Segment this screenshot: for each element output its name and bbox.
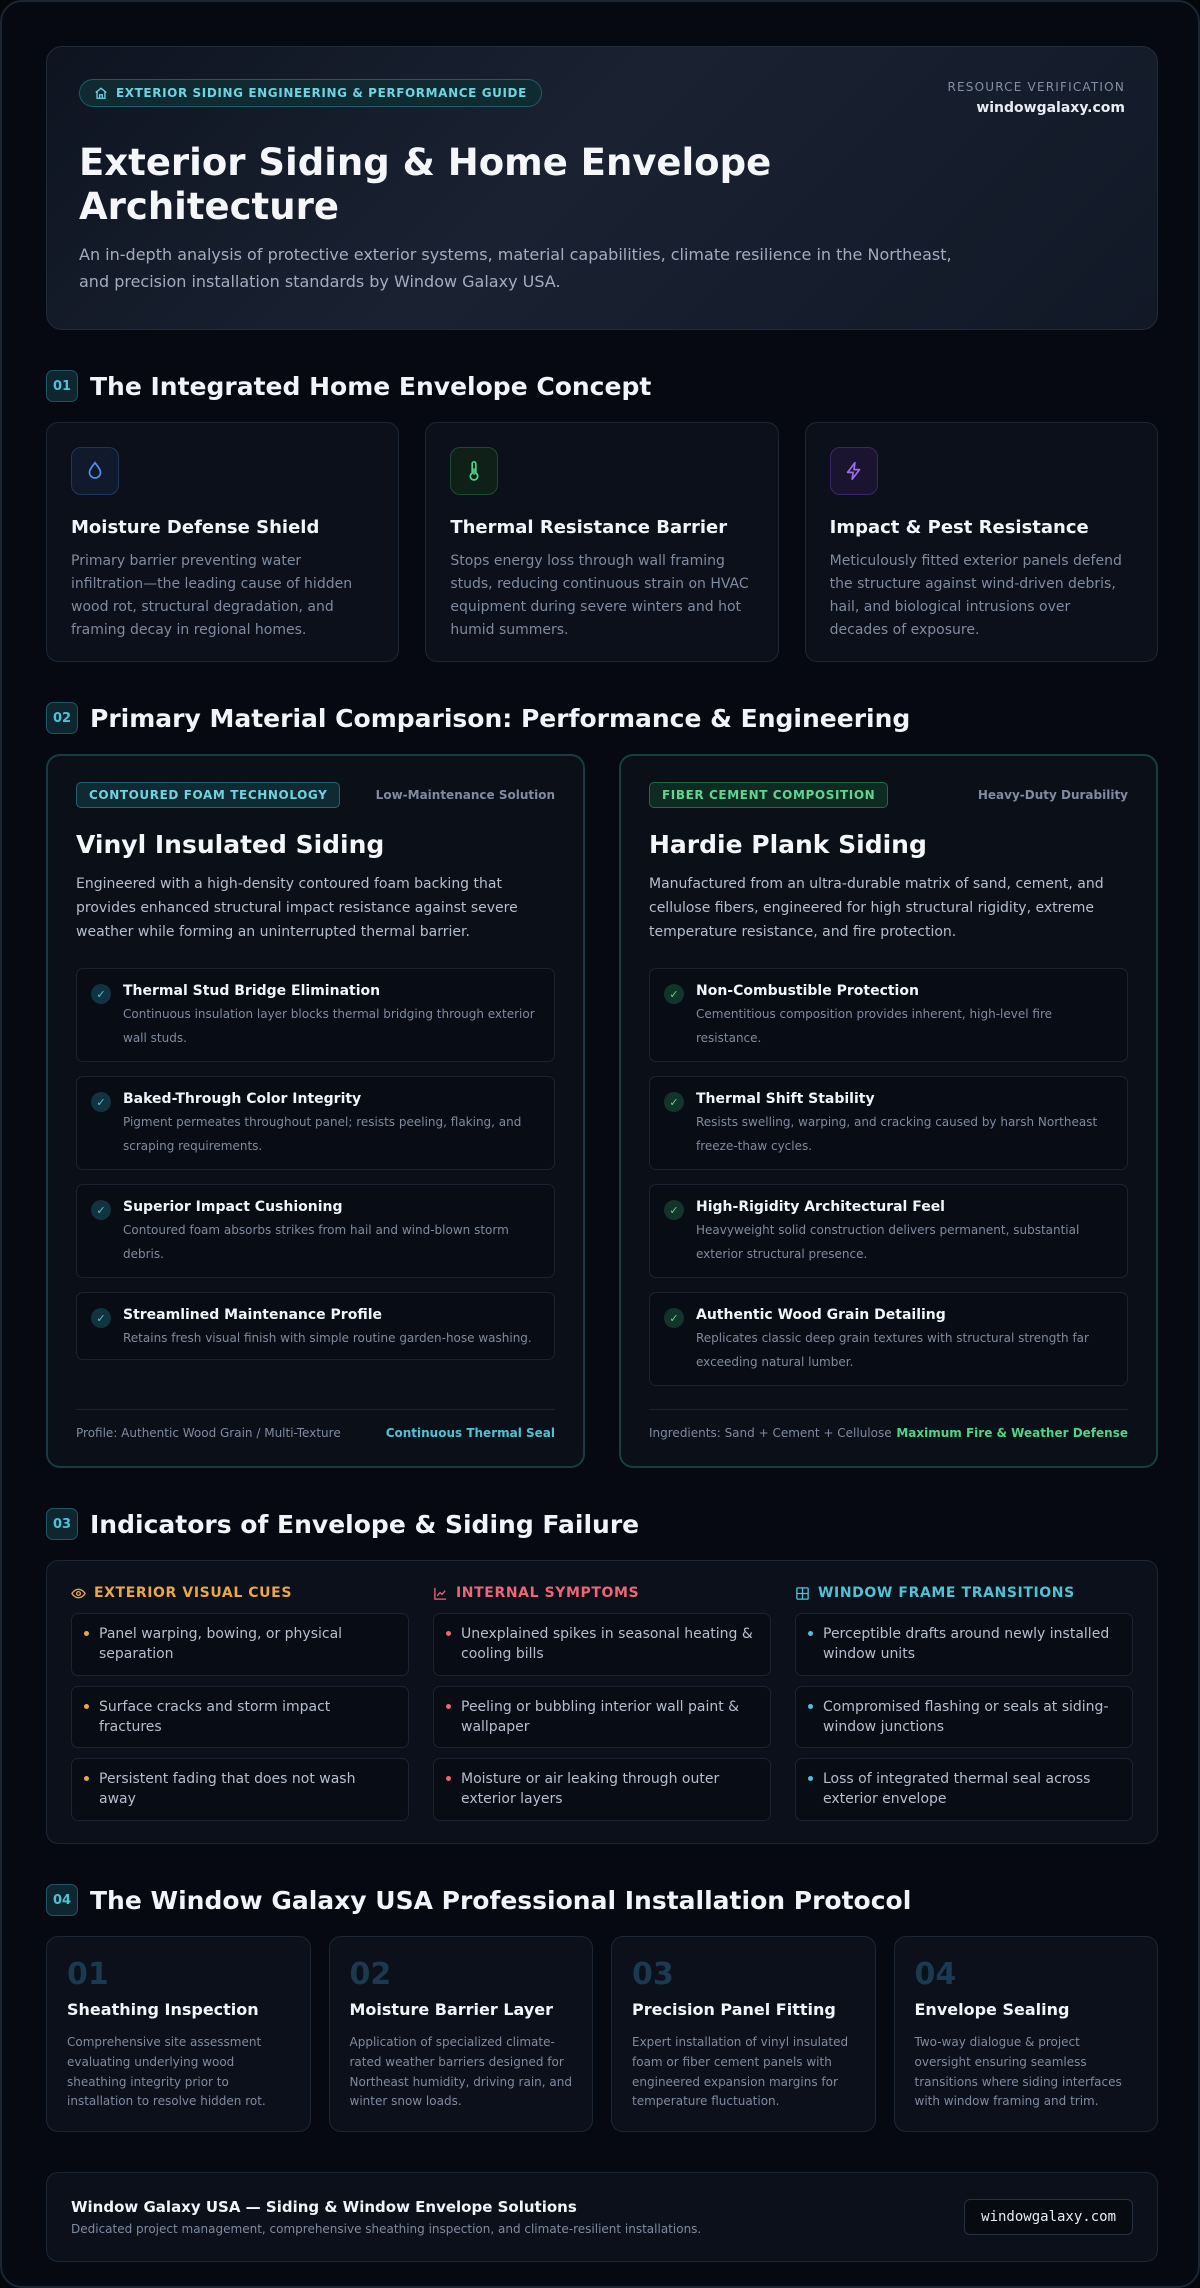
material-card-hardie: [619, 754, 1158, 1468]
page-footer: [46, 2172, 1158, 2262]
feature-item: [649, 1184, 1128, 1278]
concept-cards: [46, 422, 1158, 662]
section-title: Primary Material Comparison: Performance & Engineering: [90, 703, 911, 733]
step-card: [894, 1936, 1159, 2132]
feature-desc: Retains fresh visual finish with simple routine garden-hose washing.: [123, 1331, 532, 1346]
material-footer-highlight: Maximum Fire & Weather Defense: [896, 1426, 1128, 1440]
section-heading-envelope: [46, 370, 1158, 402]
indicator-item: [433, 1758, 771, 1821]
feature-desc: Heavyweight solid construction delivers permanent, substantial exterior structural presence.: [696, 1223, 1080, 1261]
step-title: Moisture Barrier Layer: [349, 2000, 554, 2019]
check-icon: ✓: [664, 1308, 684, 1328]
feature-desc: Continuous insulation layer blocks thermal bridging through exterior wall studs.: [123, 1007, 535, 1045]
droplet-icon: [71, 447, 119, 495]
step-number: 03: [632, 1957, 674, 1992]
step-card: [329, 1936, 594, 2132]
concept-card-thermal: [425, 422, 778, 662]
feature-item: [76, 1076, 555, 1170]
bullet-dot: [808, 1776, 813, 1781]
installation-steps: [46, 1936, 1158, 2132]
home-icon: [94, 86, 108, 100]
section-title: Indicators of Envelope & Siding Failure: [90, 1509, 640, 1539]
hero-tag-label: EXTERIOR SIDING ENGINEERING & PERFORMANCE GUIDE: [116, 86, 527, 100]
bullet-dot: [808, 1704, 813, 1709]
feature-item: [649, 968, 1128, 1062]
feature-title: Streamlined Maintenance Profile: [123, 1307, 382, 1324]
step-title: Envelope Sealing: [914, 2000, 1070, 2019]
verify-label: RESOURCE VERIFICATION: [947, 80, 1125, 94]
material-title: Hardie Plank Siding: [649, 830, 927, 859]
indicator-text: Persistent fading that does not wash away: [99, 1771, 356, 1808]
material-desc: Engineered with a high-density contoured foam backing that provides enhanced structural impact resistance against severe weather while forming an uninterrupted thermal barrier.: [76, 876, 518, 940]
concept-desc: Meticulously fitted exterior panels defend the structure against wind-driven debris, hail, and biological intrusions over decades of exposure.: [829, 553, 1122, 639]
feature-desc: Pigment permeates throughout panel; resists peeling, flaking, and scraping requirements.: [123, 1115, 522, 1153]
material-footer: [76, 1409, 555, 1440]
feature-title: High-Rigidity Architectural Feel: [696, 1199, 945, 1216]
page-subtitle: An in-depth analysis of protective exterior systems, material capabilities, climate resilience in the Northeast, and precision installation standards by Window Galaxy USA.: [79, 245, 952, 291]
chart-line-icon: [433, 1586, 448, 1601]
eye-icon: [71, 1586, 86, 1601]
step-desc: Two-way dialogue & project oversight ensuring seamless transitions where siding interfaces with window framing and trim.: [914, 2035, 1122, 2109]
indicator-item: [795, 1758, 1133, 1821]
check-icon: ✓: [91, 1308, 111, 1328]
footer-site-link[interactable]: windowgalaxy.com: [964, 2199, 1133, 2235]
indicator-heading: [71, 1585, 409, 1601]
indicator-column-exterior: [71, 1585, 409, 1819]
indicator-item: [795, 1686, 1133, 1749]
bullet-dot: [84, 1631, 89, 1636]
bullet-dot: [84, 1776, 89, 1781]
material-footer-highlight: Continuous Thermal Seal: [385, 1426, 555, 1440]
check-icon: ✓: [664, 984, 684, 1004]
failure-indicators: [46, 1560, 1158, 1844]
indicator-heading: [795, 1585, 1133, 1601]
footer-subtitle: Dedicated project management, comprehensive sheathing inspection, and climate-resilient installations.: [71, 2222, 702, 2236]
indicator-text: Peeling or bubbling interior wall paint & wallpaper: [461, 1698, 740, 1735]
material-title: Vinyl Insulated Siding: [76, 830, 385, 859]
indicator-item: [795, 1613, 1133, 1676]
material-footer: [649, 1409, 1128, 1440]
feature-item: [76, 1292, 555, 1360]
page-title: Exterior Siding & Home Envelope Architecture: [79, 141, 772, 228]
check-icon: ✓: [91, 1200, 111, 1220]
feature-title: Thermal Shift Stability: [696, 1091, 875, 1108]
material-tagline: Heavy-Duty Durability: [977, 788, 1128, 802]
concept-title: Impact & Pest Resistance: [829, 517, 1089, 538]
step-number: 02: [349, 1957, 392, 1992]
indicator-column-internal: [433, 1585, 771, 1819]
material-desc: Manufactured from an ultra-durable matrix of sand, cement, and cellulose fibers, engineered for high structural rigidity, extreme temperature resistance, and fire protection.: [649, 876, 1104, 940]
page-content: [46, 46, 1158, 2262]
feature-desc: Contoured foam absorbs strikes from hail and wind-blown storm debris.: [123, 1223, 509, 1261]
section-heading-materials: [46, 702, 1158, 734]
material-comparison: [46, 754, 1158, 1468]
concept-desc: Stops energy loss through wall framing studs, reducing continuous strain on HVAC equipment during severe winters and hot humid summers.: [450, 553, 749, 639]
bullet-dot: [446, 1704, 451, 1709]
section-title: The Window Galaxy USA Professional Installation Protocol: [90, 1885, 912, 1915]
bullet-dot: [446, 1631, 451, 1636]
material-card-vinyl: [46, 754, 585, 1468]
feature-desc: Cementitious composition provides inherent, high-level fire resistance.: [696, 1007, 1053, 1045]
indicator-heading-label: EXTERIOR VISUAL CUES: [94, 1585, 292, 1601]
feature-list: [649, 968, 1128, 1386]
bullet-dot: [808, 1631, 813, 1636]
step-desc: Expert installation of vinyl insulated foam or fiber cement panels with engineered expansion margins for temperature fluctuation.: [632, 2035, 849, 2109]
step-title: Sheathing Inspection: [67, 2000, 259, 2019]
feature-list: [76, 968, 555, 1360]
feature-title: Thermal Stud Bridge Elimination: [123, 983, 381, 1000]
section-number: 01: [46, 370, 78, 402]
step-card: [46, 1936, 311, 2132]
indicator-text: Perceptible drafts around newly installed window units: [823, 1626, 1110, 1663]
concept-title: Thermal Resistance Barrier: [450, 517, 728, 538]
material-footer-note: Ingredients: Sand + Cement + Cellulose: [649, 1426, 892, 1440]
check-icon: ✓: [91, 984, 111, 1004]
hero-tag: [79, 79, 542, 107]
indicator-item: [433, 1613, 771, 1676]
section-number: 03: [46, 1508, 78, 1540]
feature-title: Superior Impact Cushioning: [123, 1199, 343, 1216]
feature-title: Authentic Wood Grain Detailing: [696, 1307, 946, 1324]
feature-title: Baked-Through Color Integrity: [123, 1091, 362, 1108]
window-grid-icon: [795, 1586, 810, 1601]
feature-desc: Replicates classic deep grain textures with structural strength far exceeding natural lumber.: [696, 1331, 1089, 1369]
footer-title: Window Galaxy USA — Siding & Window Envelope Solutions: [71, 2198, 577, 2216]
indicator-heading-label: INTERNAL SYMPTOMS: [456, 1585, 640, 1601]
material-header: [649, 782, 1128, 808]
hero-banner: [46, 46, 1158, 330]
indicator-column-window: [795, 1585, 1133, 1819]
material-header: [76, 782, 555, 808]
concept-title: Moisture Defense Shield: [71, 517, 320, 538]
indicator-item: [71, 1686, 409, 1749]
section-number: 02: [46, 702, 78, 734]
material-badge: FIBER CEMENT COMPOSITION: [649, 782, 888, 808]
indicator-text: Surface cracks and storm impact fractures: [99, 1698, 331, 1735]
indicator-text: Unexplained spikes in seasonal heating & cooling bills: [461, 1626, 753, 1663]
indicator-heading: [433, 1585, 771, 1601]
material-tagline: Low-Maintenance Solution: [375, 788, 555, 802]
indicator-text: Moisture or air leaking through outer exterior layers: [461, 1771, 720, 1808]
indicator-text: Compromised flashing or seals at siding-window junctions: [823, 1698, 1109, 1735]
concept-desc: Primary barrier preventing water infiltration—the leading cause of hidden wood rot, structural degradation, and framing decay in regional homes.: [71, 553, 353, 639]
indicator-text: Loss of integrated thermal seal across exterior envelope: [823, 1771, 1091, 1808]
concept-card-moisture: [46, 422, 399, 662]
feature-item: [649, 1076, 1128, 1170]
concept-card-impact: [805, 422, 1158, 662]
feature-item: [76, 1184, 555, 1278]
feature-item: [76, 968, 555, 1062]
step-desc: Comprehensive site assessment evaluating underlying wood sheathing integrity prior to installation to resolve hidden rot.: [67, 2035, 266, 2109]
lightning-icon: [830, 447, 878, 495]
thermometer-icon: [450, 447, 498, 495]
verify-site-link[interactable]: windowgalaxy.com: [976, 100, 1125, 116]
check-icon: ✓: [664, 1092, 684, 1112]
check-icon: ✓: [91, 1092, 111, 1112]
section-heading-protocol: [46, 1884, 1158, 1916]
feature-item: [649, 1292, 1128, 1386]
material-badge: CONTOURED FOAM TECHNOLOGY: [76, 782, 340, 808]
indicator-item: [71, 1758, 409, 1821]
step-card: [611, 1936, 876, 2132]
section-title: The Integrated Home Envelope Concept: [90, 371, 652, 401]
step-desc: Application of specialized climate-rated weather barriers designed for Northeast humidity, driving rain, and winter snow loads.: [349, 2035, 572, 2109]
indicator-item: [433, 1686, 771, 1749]
indicator-heading-label: WINDOW FRAME TRANSITIONS: [818, 1585, 1075, 1601]
indicator-text: Panel warping, bowing, or physical separation: [99, 1626, 343, 1663]
step-title: Precision Panel Fitting: [632, 2000, 836, 2019]
material-footer-note: Profile: Authentic Wood Grain / Multi-Texture: [76, 1426, 341, 1440]
resource-verification: [947, 80, 1125, 116]
section-heading-indicators: [46, 1508, 1158, 1540]
bullet-dot: [84, 1704, 89, 1709]
bullet-dot: [446, 1776, 451, 1781]
footer-text: [71, 2198, 701, 2236]
feature-title: Non-Combustible Protection: [696, 983, 919, 1000]
feature-desc: Resists swelling, warping, and cracking caused by harsh Northeast freeze-thaw cycles.: [696, 1115, 1098, 1153]
step-number: 04: [914, 1957, 957, 1992]
section-number: 04: [46, 1884, 78, 1916]
check-icon: ✓: [664, 1200, 684, 1220]
step-number: 01: [67, 1957, 109, 1992]
indicator-item: [71, 1613, 409, 1676]
